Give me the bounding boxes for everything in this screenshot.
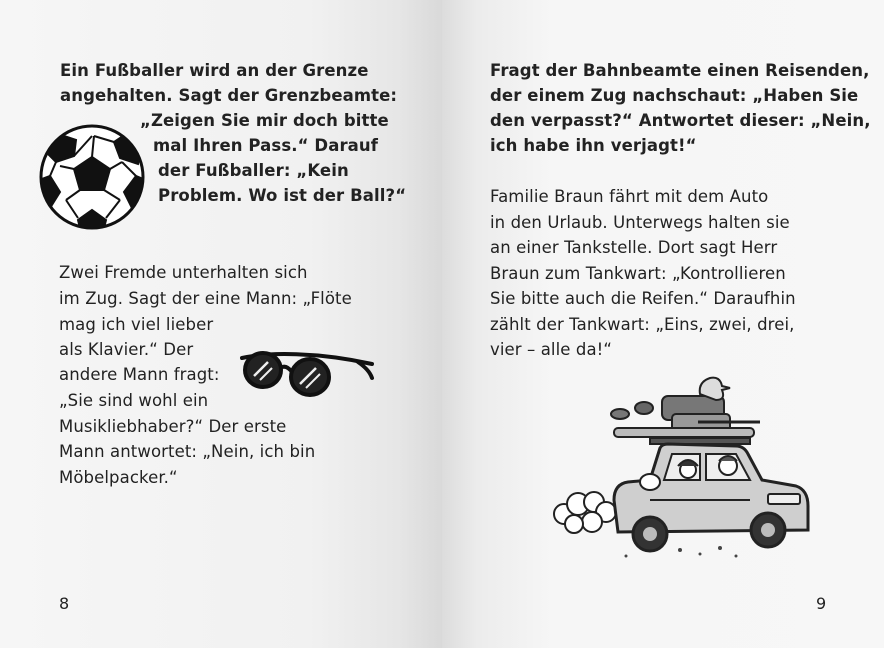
joke2-line: andere Mann fragt:: [59, 365, 220, 384]
sunglasses-icon: [238, 344, 378, 402]
joke1-line: „Zeigen Sie mir doch bitte: [140, 111, 389, 130]
page-number: 9: [816, 594, 827, 613]
joke1-line: angehalten. Sagt der Grenzbeamte:: [60, 86, 398, 105]
joke1-line: Problem. Wo ist der Ball?“: [158, 186, 407, 205]
soccer-ball-icon: [38, 124, 146, 230]
page-number: 8: [59, 594, 70, 613]
joke2-line: „Sie sind wohl ein: [59, 391, 209, 410]
joke2-line: mag ich viel lieber: [59, 315, 214, 334]
joke4-line: an einer Tankstelle. Dort sagt Herr: [490, 238, 778, 257]
joke3-line: ich habe ihn verjagt!“: [490, 136, 697, 155]
joke4-line: in den Urlaub. Unterwegs halten sie: [490, 213, 790, 232]
joke1-line: der Fußballer: „Kein: [158, 161, 349, 180]
joke4-line: vier – alle da!“: [490, 340, 613, 359]
joke3-line: den verpasst?“ Antwortet dieser: „Nein,: [490, 111, 871, 130]
joke2-line: Zwei Fremde unterhalten sich: [59, 263, 308, 282]
joke3-line: der einem Zug nachschaut: „Haben Sie: [490, 86, 859, 105]
joke3-line: Fragt der Bahnbeamte einen Reisenden,: [490, 61, 870, 80]
joke1-line: Ein Fußballer wird an der Grenze: [60, 61, 369, 80]
joke4-line: Braun zum Tankwart: „Kontrollieren: [490, 264, 786, 283]
joke2-line: als Klavier.“ Der: [59, 340, 194, 359]
joke4-line: Sie bitte auch die Reifen.“ Daraufhin: [490, 289, 796, 308]
joke2-line: Mann antwortet: „Nein, ich bin: [59, 442, 316, 461]
joke2-line: Musikliebhaber?“ Der erste: [59, 417, 287, 436]
joke2-line: im Zug. Sagt der eine Mann: „Flöte: [59, 289, 352, 308]
joke1-line: mal Ihren Pass.“ Darauf: [153, 136, 379, 155]
right-page: [442, 0, 884, 648]
family-car-illustration: [550, 362, 830, 562]
joke4-line: Familie Braun fährt mit dem Auto: [490, 187, 769, 206]
joke2-line: Möbelpacker.“: [59, 468, 178, 487]
joke4-line: zählt der Tankwart: „Eins, zwei, drei,: [490, 315, 795, 334]
